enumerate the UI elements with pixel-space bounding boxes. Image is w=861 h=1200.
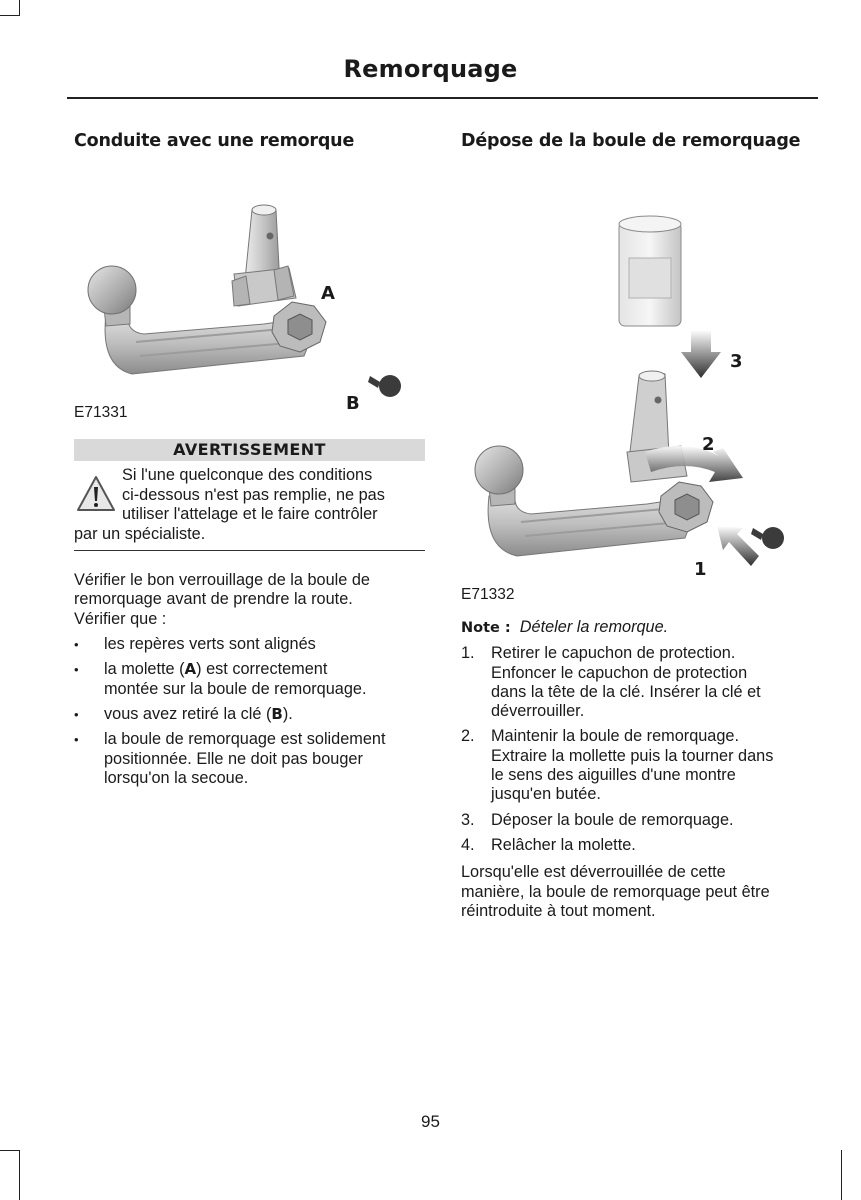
title-divider [67, 97, 818, 99]
intro-line: remorquage avant de prendre la route. [74, 590, 353, 609]
step-item [461, 727, 813, 804]
bullet-text: les repères verts sont alignés [104, 635, 316, 654]
tow-ball-figure [74, 156, 425, 426]
note-text: Dételer la remorque. [519, 618, 669, 636]
closing-paragraph [461, 863, 813, 921]
step-text: dans la tête de la clé. Insérer la clé et [491, 682, 761, 701]
step-text: Maintenir la boule de remorquage. [491, 727, 739, 746]
intro-line: Vérifier le bon verrouillage de la boule de [74, 571, 370, 590]
step-item [461, 811, 813, 830]
bullet-text: ) est correctement [196, 660, 328, 679]
warning-divider [74, 550, 425, 551]
bullet-text: montée sur la boule de remorquage. [104, 679, 367, 698]
bullet-text: positionnée. Elle ne doit pas bouger [104, 749, 363, 768]
label-b: B [346, 393, 360, 414]
intro-line: Vérifier que : [74, 609, 167, 628]
closing-line: réintroduite à tout moment. [461, 901, 656, 920]
list-item [74, 660, 425, 699]
key-letter: B [271, 704, 283, 723]
step-number: 2. [461, 727, 475, 746]
crop-mark [0, 1150, 19, 1151]
warning-text-line: par un spécialiste. [74, 524, 206, 543]
key-letter: A [184, 660, 197, 679]
step-number: 4. [461, 835, 475, 854]
removal-figure [461, 156, 813, 603]
figure-code: E71331 [74, 404, 128, 421]
label-a: A [321, 283, 335, 304]
page-number: 95 [421, 1112, 440, 1131]
section-heading: Conduite avec une remorque [74, 131, 355, 151]
step-text: Relâcher la molette. [491, 835, 636, 854]
warning-text-line: utiliser l'attelage et le faire contrôler [122, 505, 378, 523]
intro-paragraph [74, 571, 425, 629]
bullet-text: lorsqu'on la secoue. [104, 768, 249, 787]
page-title: Remorquage [343, 55, 518, 83]
warning-body [74, 461, 425, 544]
bullet-text: vous avez retiré la clé ( [104, 704, 272, 723]
section-heading: Dépose de la boule de remorquage [461, 131, 801, 151]
step-text: Extraire la mollette puis la tourner dans [491, 746, 774, 765]
bullet-text: ). [282, 704, 293, 723]
warning-heading: AVERTISSEMENT [74, 439, 425, 461]
warning-text-line: Si l'une quelconque des conditions [122, 466, 373, 484]
figure-code: E71332 [461, 586, 515, 603]
label-1: 1 [694, 559, 707, 580]
bullet-text: la molette ( [104, 660, 185, 679]
step-text: Retirer le capuchon de protection. [491, 644, 736, 663]
list-item [74, 730, 425, 788]
note-label: Note : [461, 620, 511, 636]
note [461, 618, 813, 638]
tow-ball-illustration [74, 156, 425, 401]
bullet-text: • la boule de remorquage est solidement [104, 730, 386, 749]
label-2: 2 [702, 434, 715, 455]
crop-mark [19, 1150, 20, 1200]
removal-illustration [461, 156, 813, 576]
step-item [461, 836, 813, 855]
right-column [461, 131, 813, 921]
crop-mark [841, 1150, 842, 1200]
step-text: Enfoncer le capuchon de protection [491, 663, 748, 682]
crop-mark [0, 15, 19, 16]
warning-text-line: ci-dessous n'est pas remplie, ne pas [122, 485, 385, 504]
check-list [74, 635, 425, 788]
warning-triangle-icon [76, 474, 116, 514]
steps-list [461, 644, 813, 855]
list-item [74, 705, 425, 724]
step-item [461, 644, 813, 721]
list-item [74, 635, 425, 654]
warning-box [74, 439, 425, 551]
step-text: Déposer la boule de remorquage. [491, 810, 734, 829]
closing-line: manière, la boule de remorquage peut être [461, 882, 770, 901]
step-number: 3. [461, 810, 475, 829]
step-number: 1. [461, 644, 475, 663]
label-3: 3 [730, 351, 743, 372]
closing-line: Lorsqu'elle est déverrouillée de cette [461, 863, 726, 882]
step-text: déverrouiller. [491, 702, 585, 721]
step-text: jusqu'en butée. [491, 785, 601, 804]
step-text: le sens des aiguilles d'une montre [491, 766, 736, 785]
crop-mark [19, 0, 20, 16]
left-column [74, 131, 425, 788]
